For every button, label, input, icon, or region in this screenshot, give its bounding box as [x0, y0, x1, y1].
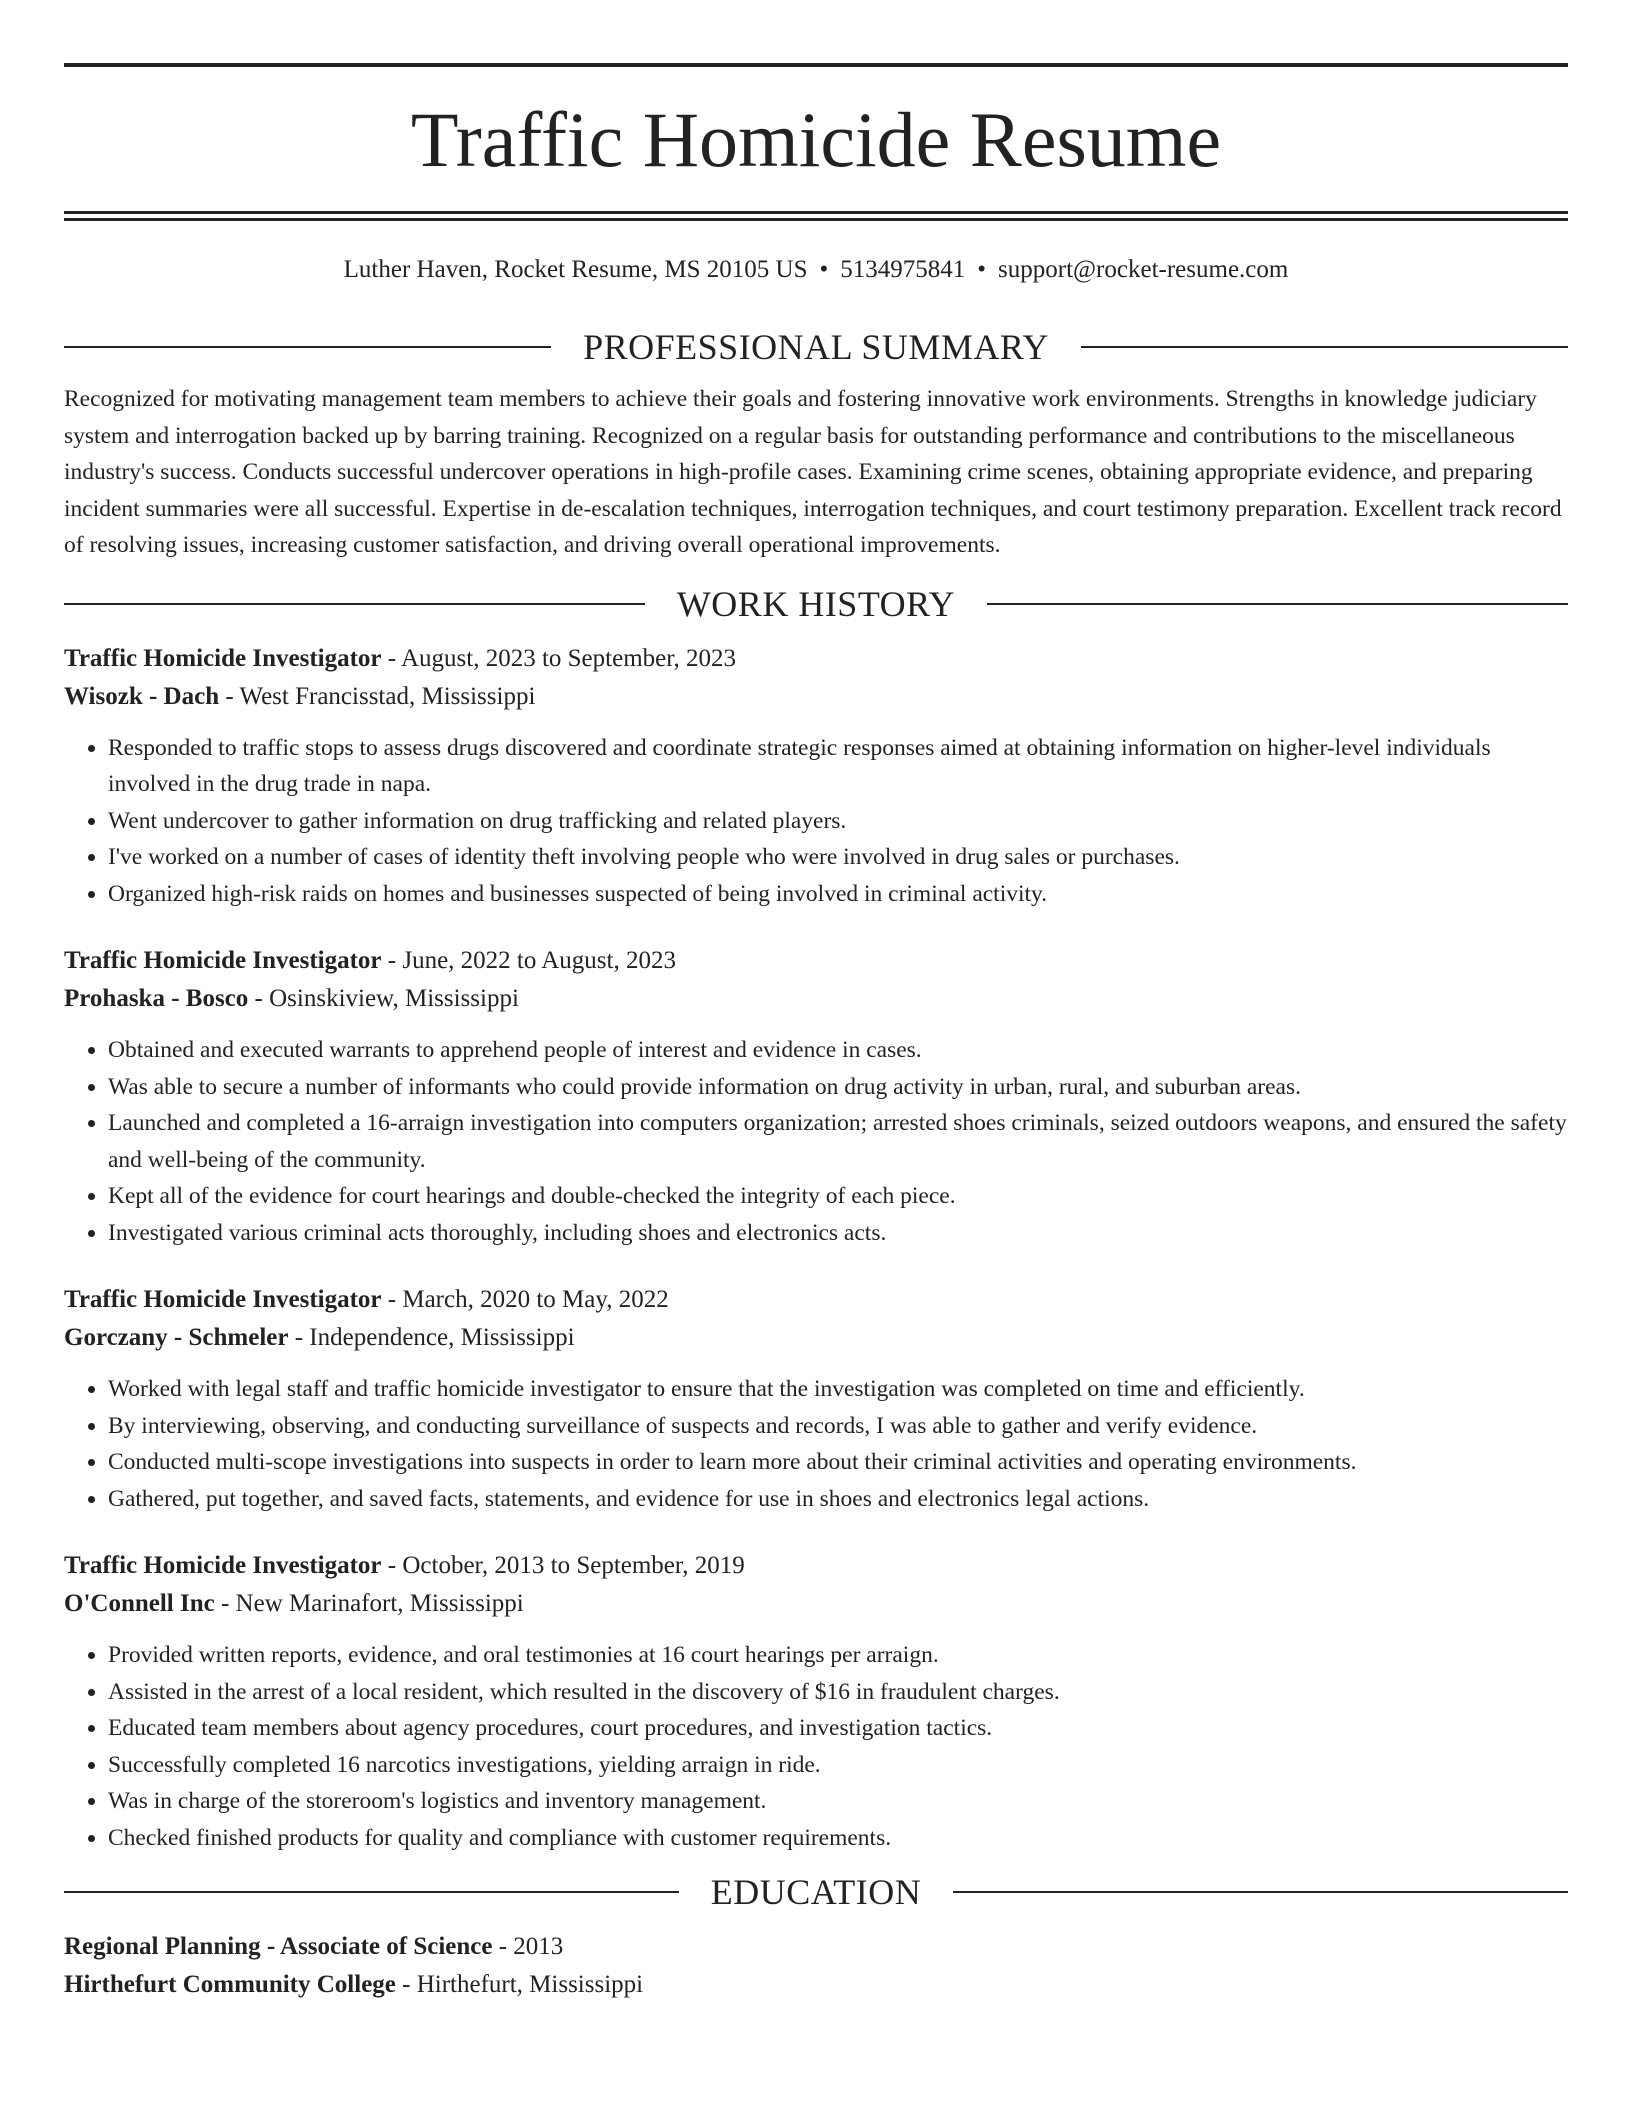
duty-item: • Organized high-risk raids on homes and businesses suspected of being involved in criminal activity. [108, 876, 1568, 913]
duty-item: • Checked finished products for quality and compliance with customer requirements. [108, 1820, 1568, 1857]
job-location: - Osinskiview, Mississippi [248, 985, 519, 1012]
education-heading-label: EDUCATION [710, 1872, 922, 1912]
duty-item: • Launched and completed a 16-arraign investigation into computers organization; arrested shoes criminals, seized outdoors weapons, and ensured the safety and well-being of the community. [108, 1105, 1568, 1178]
duty-item: • Conducted multi-scope investigations into suspects in order to learn more about their criminal activities and operating environments. [108, 1444, 1568, 1481]
contact-line [64, 257, 1568, 287]
summary-text: Recognized for motivating management team members to achieve their goals and fostering innovative work environments. Strengths in knowledge judiciary system and interrogation backed up by barring training. Recognized on a regular basis for outstanding performance and contributions to the miscellaneous industry's success. Conducts successful undercover operations in high-profile cases. Examining crime scenes, obtaining appropriate evidence, and preparing incident summaries were all successful. Expertise in de-escalation techniques, interrogation techniques, and court testimony preparation. Excellent track record of resolving issues, increasing customer satisfaction, and driving overall operational improvements. [64, 386, 1562, 558]
heading-rule-left [64, 346, 551, 348]
job-title: Traffic Homicide Investigator [64, 947, 382, 974]
job-title-line [64, 640, 1568, 678]
job-location: - Independence, Mississippi [288, 1324, 575, 1351]
job-company-line [64, 1319, 1568, 1357]
job-duties [64, 1371, 1568, 1517]
duty-item: • Was in charge of the storeroom's logistics and inventory management. [108, 1783, 1568, 1820]
resume-page [64, 0, 1568, 2004]
contact-email: support@rocket-resume.com [998, 256, 1289, 283]
duty-item: • Obtained and executed warrants to apprehend people of interest and evidence in cases. [108, 1032, 1568, 1069]
job-company: Prohaska - Bosco [64, 985, 249, 1012]
job-duties [64, 1637, 1568, 1856]
job-title-line [64, 942, 1568, 980]
work-history-heading-label: WORK HISTORY [676, 583, 956, 624]
duty-item: • Was able to secure a number of informants who could provide information on drug activity in urban, rural, and suburban areas. [108, 1069, 1568, 1106]
job-dates: - August, 2023 to September, 2023 [381, 644, 737, 672]
job-entry [64, 942, 1568, 1251]
duty-item: • Provided written reports, evidence, and oral testimonies at 16 court hearings per arraign. [108, 1637, 1568, 1674]
contact-separator: • [819, 256, 829, 283]
job-entry [64, 1281, 1568, 1517]
education-heading [64, 1870, 1568, 1914]
duty-item: • Investigated various criminal acts thoroughly, including shoes and electronics acts. [108, 1215, 1568, 1252]
heading-rule-right [1081, 346, 1568, 348]
summary-heading [64, 325, 1568, 369]
job-entry [64, 1547, 1568, 1856]
heading-rule-left [64, 1891, 679, 1893]
top-rule [64, 63, 1568, 67]
job-company: O'Connell Inc [64, 1590, 215, 1617]
job-company-line [64, 678, 1568, 716]
contact-separator: • [977, 256, 987, 283]
job-title: Traffic Homicide Investigator [64, 1286, 382, 1313]
duty-item: • Kept all of the evidence for court hearings and double-checked the integrity of each piece. [108, 1178, 1568, 1215]
work-history-heading [64, 582, 1568, 626]
education-degree: Regional Planning - Associate of Science [64, 1933, 493, 1960]
job-title-line [64, 1547, 1568, 1585]
education-degree-line [64, 1928, 1568, 1966]
resume-title: Traffic Homicide Resume [410, 96, 1222, 183]
duty-item: • I've worked on a number of cases of identity theft involving people who were involved in drug sales or purchases. [108, 839, 1568, 876]
job-entry [64, 640, 1568, 913]
job-duties [64, 1032, 1568, 1251]
job-location: - New Marinafort, Mississippi [214, 1590, 524, 1617]
contact-phone: 5134975841 [840, 256, 966, 283]
duty-item: • Successfully completed 16 narcotics investigations, yielding arraign in ride. [108, 1747, 1568, 1784]
education-entry [64, 1928, 1568, 2004]
heading-rule-left [64, 603, 645, 605]
duty-item: • Educated team members about agency procedures, court procedures, and investigation tactics. [108, 1710, 1568, 1747]
duty-item: • By interviewing, observing, and conducting surveillance of suspects and records, I was able to gather and verify evidence. [108, 1408, 1568, 1445]
job-location: - West Francisstad, Mississippi [219, 682, 536, 710]
duty-item: • Assisted in the arrest of a local resident, which resulted in the discovery of $16 in fraudulent charges. [108, 1674, 1568, 1711]
job-dates: - June, 2022 to August, 2023 [381, 947, 676, 974]
title-double-rule [64, 211, 1568, 221]
education-year: - 2013 [492, 1933, 564, 1960]
duty-item: • Gathered, put together, and saved facts, statements, and evidence for use in shoes and electronics legal actions. [108, 1481, 1568, 1518]
duty-item: • Went undercover to gather information on drug trafficking and related players. [108, 803, 1568, 840]
duty-item: • Responded to traffic stops to assess drugs discovered and coordinate strategic responses aimed at obtaining information on higher-level individuals involved in the drug trade in napa. [108, 730, 1568, 803]
job-title: Traffic Homicide Investigator [64, 1552, 382, 1579]
contact-address: Luther Haven, Rocket Resume, MS 20105 US [343, 256, 808, 283]
job-dates: - March, 2020 to May, 2022 [381, 1286, 669, 1313]
heading-rule-right [953, 1891, 1568, 1893]
heading-rule-right [987, 603, 1568, 605]
education-school: Hirthefurt Community College [64, 1971, 396, 1998]
education-location: - Hirthefurt, Mississippi [395, 1971, 644, 1998]
duty-item: • Worked with legal staff and traffic homicide investigator to ensure that the investigation was completed on time and efficiently. [108, 1371, 1568, 1408]
job-dates: - October, 2013 to September, 2019 [381, 1552, 745, 1579]
job-duties [64, 730, 1568, 913]
job-company-line [64, 1585, 1568, 1623]
job-title: Traffic Homicide Investigator [64, 644, 382, 672]
education-school-line [64, 1966, 1568, 2004]
job-company-line [64, 980, 1568, 1018]
job-company: Gorczany - Schmeler [64, 1324, 289, 1351]
summary-heading-label: PROFESSIONAL SUMMARY [583, 327, 1049, 367]
job-title-line [64, 1281, 1568, 1319]
job-company: Wisozk - Dach [64, 682, 220, 710]
